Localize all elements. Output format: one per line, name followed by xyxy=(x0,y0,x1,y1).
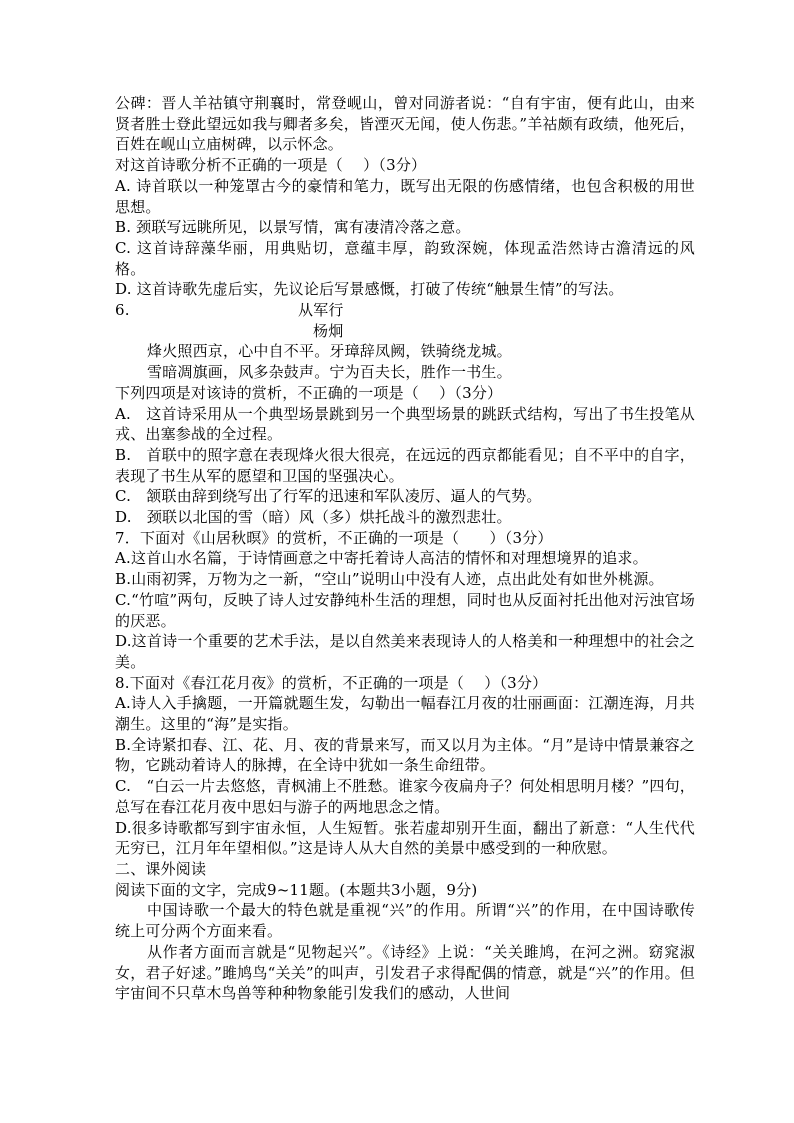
option-d: D. 这首诗歌先虚后实，先议论后写景感慨，打破了传统“触景生情”的写法。 xyxy=(115,280,624,299)
poem-line: 烽火照西京，心中自不平。牙璋辞凤阙，铁骑绕龙城。 xyxy=(147,342,512,361)
option-b: B. 颈联写远眺所见，以景写情，寓有凄清冷落之意。 xyxy=(115,218,471,237)
option-d: D.这首诗一个重要的艺术手法，是以自然美来表现诗人的人格美和一种理想中的社会之美。 xyxy=(115,632,695,671)
poem-title: 从军行 xyxy=(298,301,344,320)
document-page xyxy=(115,93,695,1004)
option-a: A.诗人入手擒题，一开篇就题生发，勾勒出一幅春江月夜的壮丽画面：江潮连海，月共潮生。这里的“海”是实指。 xyxy=(115,694,695,734)
option-d: D. 颈联以北国的雪（暗）风（多）烘托战斗的激烈悲壮。 xyxy=(115,508,512,527)
option-a: A. 这首诗采用从一个典型场景跳到另一个典型场景的跳跃式结构，写出了书生投笔从戎、出塞参战的全过程。 xyxy=(115,404,695,444)
option-b: B.全诗紧扣春、江、花、月、夜的背景来写，而又以月为主体。“月”是诗中情景兼容之物，它跳动着诗人的脉搏，在全诗中犹如一条生命纽带。 xyxy=(115,735,695,775)
question-stem: 7．下面对《山居秋暝》的赏析，不正确的一项是（ ）（3分） xyxy=(115,528,553,547)
reading-paragraph: 从作者方面而言就是“见物起兴”。《诗经》上说：“关关雎鸠，在河之洲。窈窕淑女，君子好逑。”雎鸠鸟“关关”的叫声，引发君子求得配偶的情意，就是“兴”的作用。但宇宙间不只草木鸟兽等种种物象能引发我们的感动，人世间 xyxy=(115,942,695,1003)
option-c: C.“竹喧”两句，反映了诗人过安静纯朴生活的理想，同时也从反面衬托出他对污浊官场的厌恶。 xyxy=(115,590,695,630)
intro-note: 公碑：晋人羊祜镇守荆襄时，常登岘山，曾对同游者说：“自有宇宙，便有此山，由来贤者胜士登此望远如我与卿者多矣，皆湮灭无闻，使人伤悲。”羊祜颇有政绩，他死后，百姓在岘山立庙树碑，以示怀念。 xyxy=(115,94,695,154)
option-c: C. 颔联由辞到绕写出了行军的迅速和军队凌厉、逼人的气势。 xyxy=(115,487,542,506)
option-b: B. 首联中的照字意在表现烽火很大很亮，在远远的西京都能看见；自不平中的自字，表现了书生从军的愿望和卫国的坚强决心。 xyxy=(115,445,695,485)
option-b: B.山雨初霁，万物为之一新，“空山”说明山中没有人迹，点出此处有如世外桃源。 xyxy=(115,570,664,589)
option-a: A. 诗首联以一种笼罩古今的豪情和笔力，既写出无限的伤感情绪，也包含积极的用世思想。 xyxy=(115,176,695,216)
option-c: C. “白云一片去悠悠，青枫浦上不胜愁。谁家今夜扁舟子？何处相思明月楼？”四句，总写在春江花月夜中思妇与游子的两地思念之情。 xyxy=(115,777,695,816)
option-d: D.很多诗歌都写到宇宙永恒，人生短暂。张若虚却别开生面，翻出了新意：“人生代代无穷已，江月年年望相似。”这是诗人从大自然的美景中感受到的一种欣慰。 xyxy=(115,818,695,858)
question-7 xyxy=(115,528,695,673)
question-stem: 对这首诗歌分析不正确的一项是（ ）（3分） xyxy=(115,156,427,175)
question-stem: 下列四项是对该诗的赏析，不正确的一项是（ ）（3分） xyxy=(115,383,503,402)
reading-paragraph: 中国诗歌一个最大的特色就是重视“兴”的作用。所谓“兴”的作用，在中国诗歌传统上可分两个方面来看。 xyxy=(115,901,695,941)
section-extracurricular-reading xyxy=(115,859,695,1004)
question-6 xyxy=(115,300,695,528)
poem-title-row xyxy=(115,300,695,321)
option-a: A.这首山水名篇，于诗情画意之中寄托着诗人高洁的情怀和对理想境界的追求。 xyxy=(115,549,648,568)
poem-author: 杨炯 xyxy=(313,321,344,340)
question-5 xyxy=(115,155,695,300)
poem-line: 雪暗凋旗画，风多杂鼓声。宁为百夫长，胜作一书生。 xyxy=(147,363,512,382)
question-8 xyxy=(115,673,695,859)
option-c: C. 这首诗辞藻华丽，用典贴切，意蕴丰厚，韵致深婉，体现孟浩然诗古澹清远的风格。 xyxy=(115,238,695,278)
section-heading: 二、课外阅读 xyxy=(115,860,207,878)
reading-instruction: 阅读下面的文字，完成9~11题。(本题共3小题，9分) xyxy=(115,880,478,899)
question-number: 6. xyxy=(115,301,130,320)
question-stem: 8.下面对《春江花月夜》的赏析，不正确的一项是（ ）（3分） xyxy=(115,673,548,692)
